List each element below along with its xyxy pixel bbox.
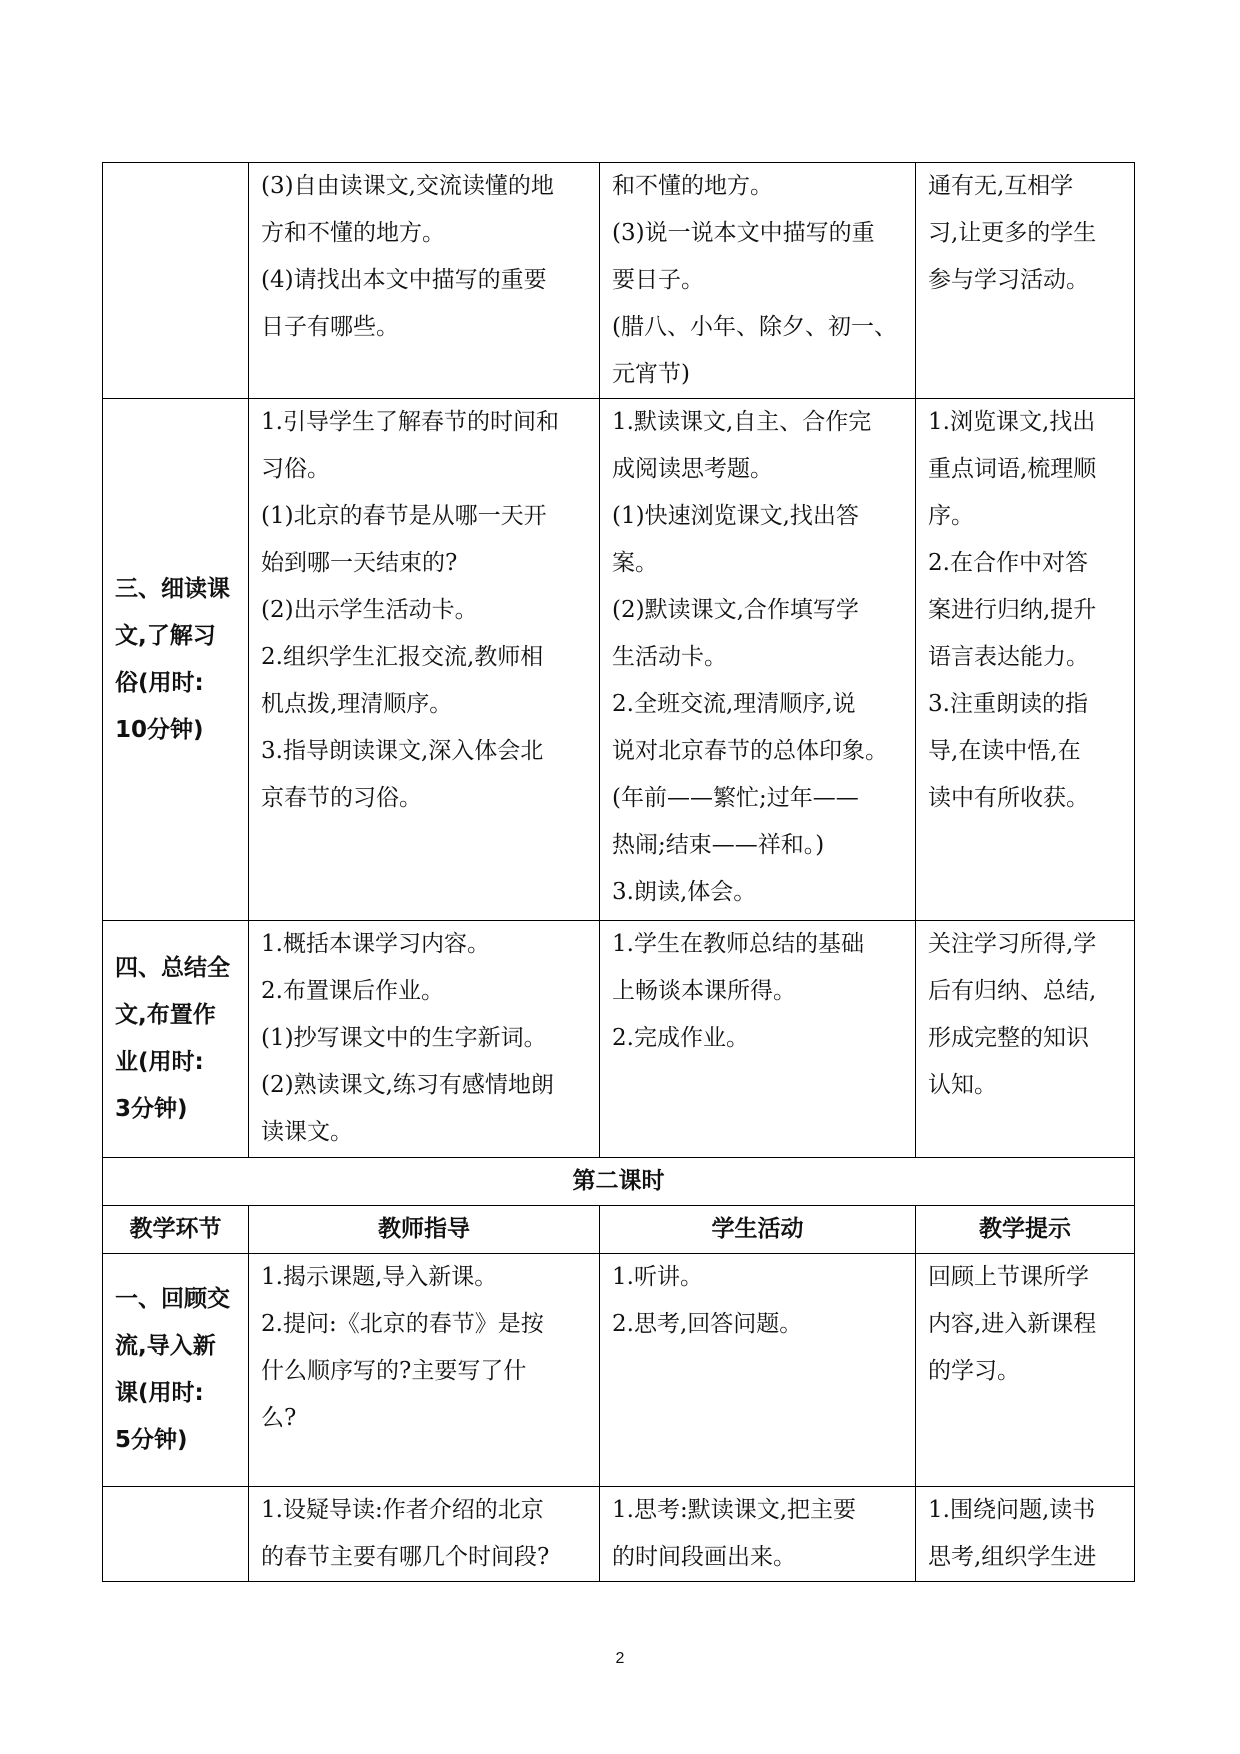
student-cell: 1.听讲。 2.思考,回答问题。 <box>600 1254 916 1487</box>
hint-cell: 通有无,互相学 习,让更多的学生 参与学习活动。 <box>916 163 1135 399</box>
stage-cell: 三、细读课 文,了解习 俗(用时: 10分钟) <box>103 399 249 921</box>
table-row <box>103 1254 1135 1487</box>
hint-cell: 1.围绕问题,读书 思考,组织学生进 <box>916 1487 1135 1582</box>
student-cell: 1.学生在教师总结的基础 上畅谈本课所得。 2.完成作业。 <box>600 921 916 1158</box>
header-row <box>103 1206 1135 1254</box>
table-row <box>103 1487 1135 1582</box>
teacher-cell: (3)自由读课文,交流读懂的地 方和不懂的地方。 (4)请找出本文中描写的重要 日子有哪些。 <box>249 163 600 399</box>
column-header: 教学环节 <box>103 1206 249 1254</box>
student-cell: 1.默读课文,自主、合作完 成阅读思考题。 (1)快速浏览课文,找出答 案。 (2)默读课文,合作填写学 生活动卡。 2.全班交流,理清顺序,说 说对北京春节的总体印象。 (年前——繁忙;过年—— 热闹;结束——祥和。) 3.朗读,体会。 <box>600 399 916 921</box>
teacher-cell: 1.引导学生了解春节的时间和 习俗。 (1)北京的春节是从哪一天开 始到哪一天结束的? (2)出示学生活动卡。 2.组织学生汇报交流,教师相 机点拨,理清顺序。 3.指导朗读课文,深入体会北 京春节的习俗。 <box>249 399 600 921</box>
stage-cell <box>103 163 249 399</box>
table-row <box>103 399 1135 921</box>
teacher-cell: 1.揭示课题,导入新课。 2.提问:《北京的春节》是按 什么顺序写的?主要写了什 么? <box>249 1254 600 1487</box>
stage-cell: 四、总结全 文,布置作 业(用时: 3分钟) <box>103 921 249 1158</box>
column-header: 教学提示 <box>916 1206 1135 1254</box>
hint-cell: 1.浏览课文,找出 重点词语,梳理顺 序。 2.在合作中对答 案进行归纳,提升 语言表达能力。 3.注重朗读的指 导,在读中悟,在 读中有所收获。 <box>916 399 1135 921</box>
hint-cell: 关注学习所得,学 后有归纳、总结, 形成完整的知识 认知。 <box>916 921 1135 1158</box>
stage-cell: 一、回顾交 流,导入新 课(用时: 5分钟) <box>103 1254 249 1487</box>
teacher-cell: 1.设疑导读:作者介绍的北京 的春节主要有哪几个时间段? <box>249 1487 600 1582</box>
column-header: 学生活动 <box>600 1206 916 1254</box>
hint-cell: 回顾上节课所学 内容,进入新课程 的学习。 <box>916 1254 1135 1487</box>
section-title-row <box>103 1158 1135 1206</box>
table-row <box>103 921 1135 1158</box>
column-header: 教师指导 <box>249 1206 600 1254</box>
table-row <box>103 163 1135 399</box>
teacher-cell: 1.概括本课学习内容。 2.布置课后作业。 (1)抄写课文中的生字新词。 (2)熟读课文,练习有感情地朗 读课文。 <box>249 921 600 1158</box>
page-number: 2 <box>615 1650 625 1667</box>
section-title: 第二课时 <box>103 1158 1135 1206</box>
student-cell: 和不懂的地方。 (3)说一说本文中描写的重 要日子。 (腊八、小年、除夕、初一、 元宵节) <box>600 163 916 399</box>
stage-cell <box>103 1487 249 1582</box>
lesson-plan-table <box>102 162 1135 1582</box>
student-cell: 1.思考:默读课文,把主要 的时间段画出来。 <box>600 1487 916 1582</box>
